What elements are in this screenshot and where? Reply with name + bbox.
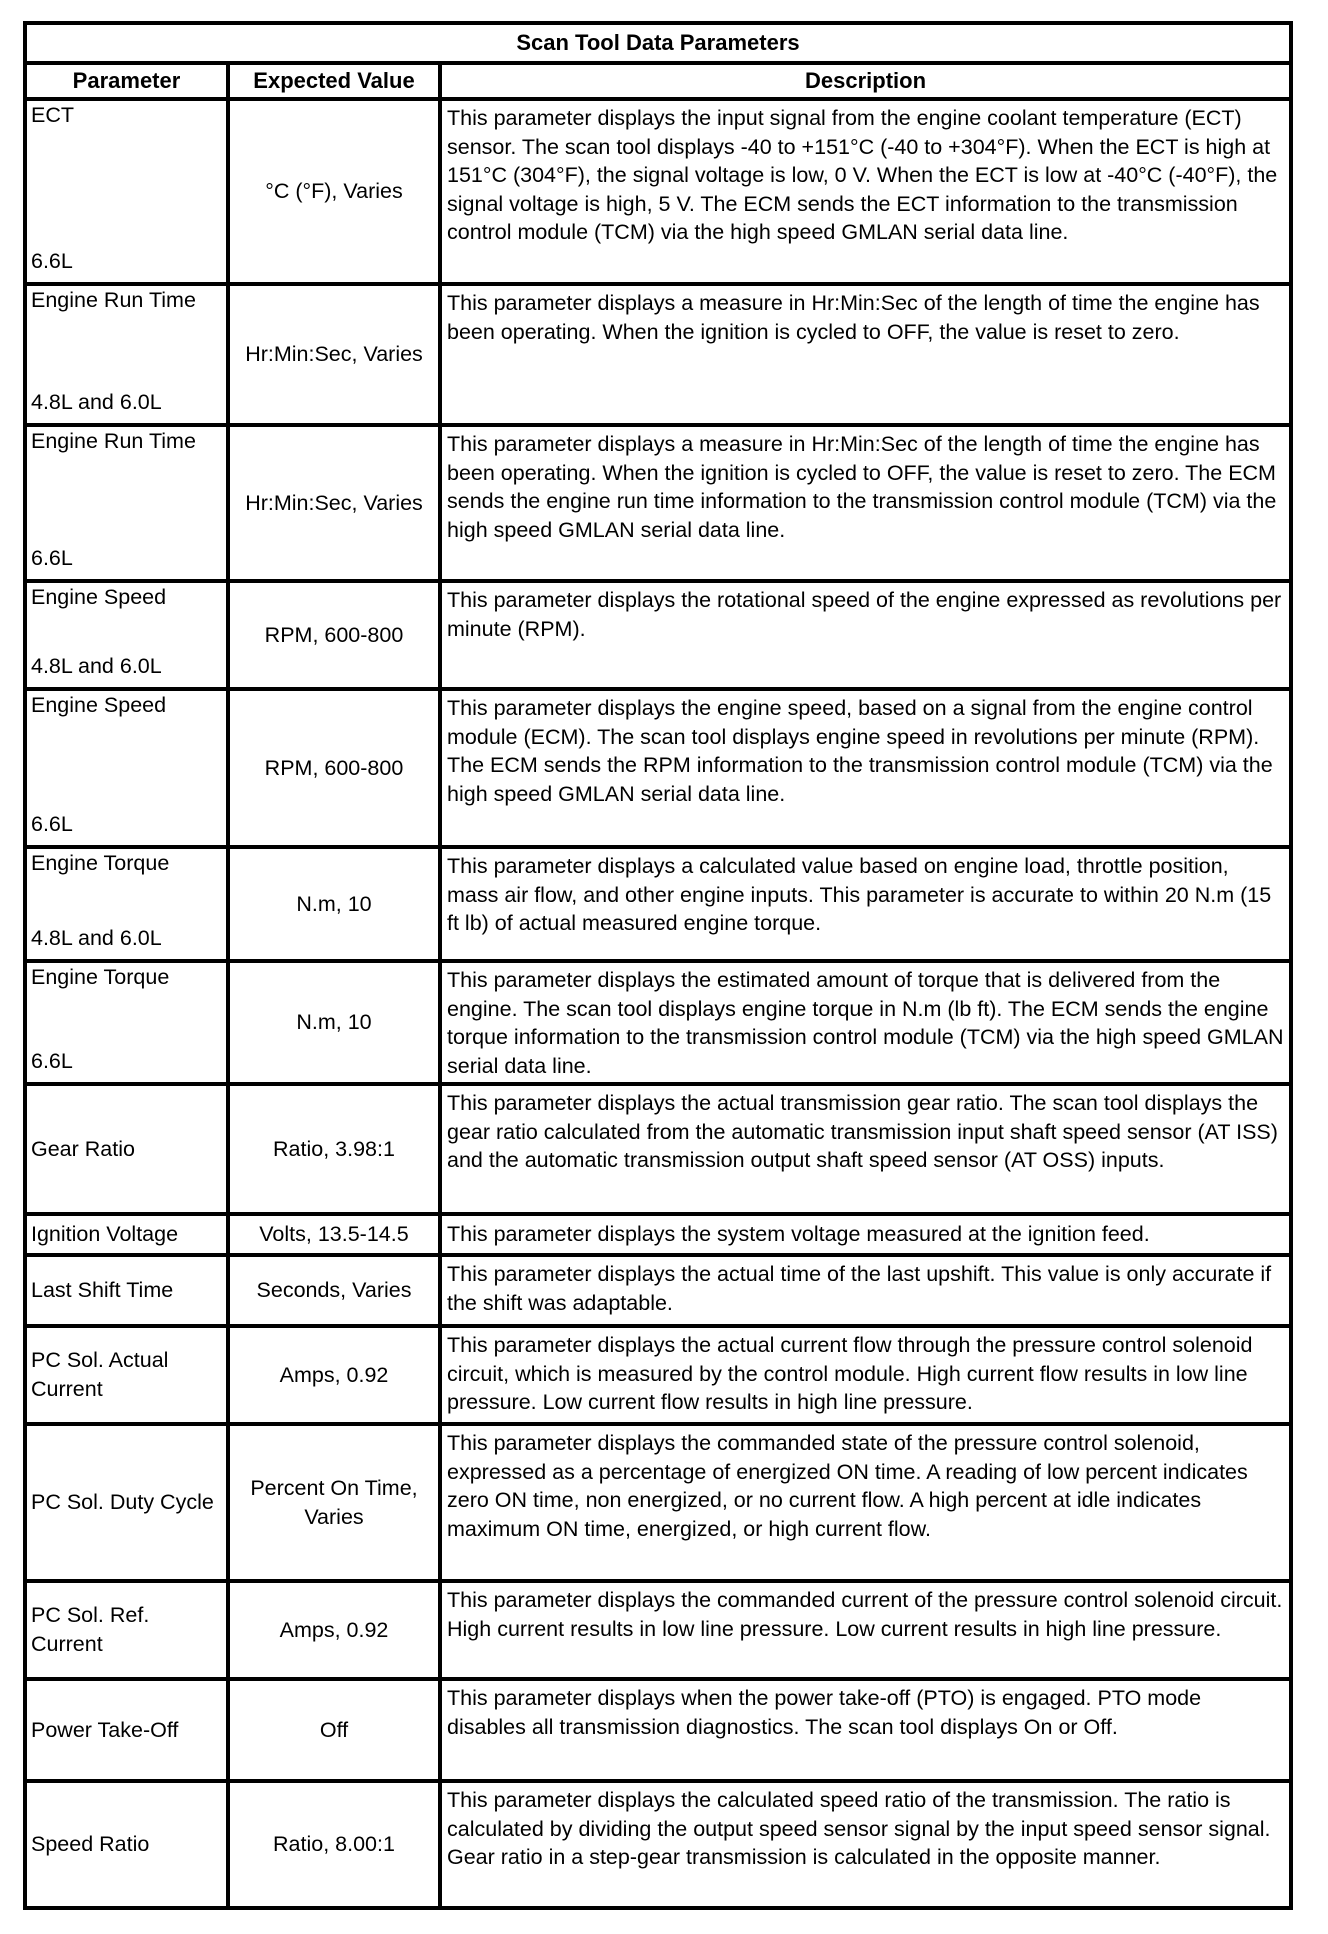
parameter-cell xyxy=(25,1781,228,1908)
column-header-parameter: Parameter xyxy=(25,63,228,99)
table-row xyxy=(25,961,1291,1084)
expected-value-cell: Amps, 0.92 xyxy=(228,1326,440,1424)
parameter-name: Gear Ratio xyxy=(31,1136,135,1161)
table-row xyxy=(25,1084,1291,1214)
description-cell: This parameter displays the calculated speed ratio of the transmission. The ratio is calculated by dividing the output speed sensor signal by the input speed sensor signal. Gear ratio in a step-gear transmission is calculated in the opposite manner. xyxy=(440,1781,1291,1908)
parameter-name: PC Sol. Actual Current xyxy=(31,1348,169,1401)
description-cell: This parameter displays the rotational speed of the engine expressed as revolutions per minute (RPM). xyxy=(440,581,1291,689)
description-cell: This parameter displays when the power take-off (PTO) is engaged. PTO mode disables all transmission diagnostics. The scan tool displays On or Off. xyxy=(440,1679,1291,1781)
table-body xyxy=(25,99,1291,1908)
scan-tool-data-table xyxy=(23,21,1293,1910)
parameter-cell xyxy=(25,99,228,284)
parameter-cell xyxy=(25,284,228,425)
parameter-engine-variant: 4.8L and 6.0L xyxy=(31,390,162,415)
table-row xyxy=(25,1214,1291,1255)
table-row xyxy=(25,284,1291,425)
description-cell: This parameter displays a measure in Hr:Min:Sec of the length of time the engine has been operating. When the ignition is cycled to OFF, the value is reset to zero. The ECM sends the engine run time information to the transmission control module (TCM) via the high speed GMLAN serial data line. xyxy=(440,425,1291,581)
parameter-engine-variant: 6.6L xyxy=(31,812,73,837)
parameter-cell xyxy=(25,689,228,847)
table-row xyxy=(25,1424,1291,1581)
parameter-name: Ignition Voltage xyxy=(31,1222,179,1247)
table-row xyxy=(25,1255,1291,1326)
parameter-engine-variant: 6.6L xyxy=(31,546,73,571)
expected-value-cell: Ratio, 8.00:1 xyxy=(228,1781,440,1908)
parameter-name: Engine Torque xyxy=(31,851,170,875)
table-row xyxy=(25,1326,1291,1424)
table-row xyxy=(25,689,1291,847)
expected-value-cell: Hr:Min:Sec, Varies xyxy=(228,425,440,581)
parameter-cell xyxy=(25,847,228,961)
description-cell: This parameter displays the system voltage measured at the ignition feed. xyxy=(440,1214,1291,1255)
expected-value-cell: °C (°F), Varies xyxy=(228,99,440,284)
parameter-engine-variant: 4.8L and 6.0L xyxy=(31,926,162,951)
description-cell: This parameter displays the actual current flow through the pressure control solenoid circuit, which is measured by the control module. High current flow results in low line pressure. Low current flow results in high line pressure. xyxy=(440,1326,1291,1424)
parameter-cell xyxy=(25,1581,228,1679)
table-row xyxy=(25,847,1291,961)
table-row xyxy=(25,581,1291,689)
parameter-name: Power Take-Off xyxy=(31,1717,179,1742)
table-row xyxy=(25,1581,1291,1679)
expected-value-cell: Off xyxy=(228,1679,440,1781)
column-header-expected-value: Expected Value xyxy=(228,63,440,99)
table-row xyxy=(25,425,1291,581)
parameter-name: Speed Ratio xyxy=(31,1832,150,1857)
parameter-cell xyxy=(25,1326,228,1424)
table-row xyxy=(25,99,1291,284)
parameter-name: ECT xyxy=(31,103,74,127)
parameter-cell xyxy=(25,1424,228,1581)
description-cell: This parameter displays a calculated value based on engine load, throttle position, mass air flow, and other engine inputs. This parameter is accurate to within 20 N.m (15 ft lb) of actual measured engine torque. xyxy=(440,847,1291,961)
expected-value-cell: RPM, 600-800 xyxy=(228,581,440,689)
parameter-name: Engine Run Time xyxy=(31,288,196,312)
column-header-description: Description xyxy=(440,63,1291,99)
description-cell: This parameter displays the engine speed, based on a signal from the engine control module (ECM). The scan tool displays engine speed in revolutions per minute (RPM). The ECM sends the RPM information to the transmission control module (TCM) via the high speed GMLAN serial data line. xyxy=(440,689,1291,847)
description-cell: This parameter displays the actual transmission gear ratio. The scan tool displays the gear ratio calculated from the automatic transmission input shaft speed sensor (AT ISS) and the automatic transmission output shaft speed sensor (AT OSS) inputs. xyxy=(440,1084,1291,1214)
parameter-name: Engine Torque xyxy=(31,965,170,989)
expected-value-cell: Percent On Time, Varies xyxy=(228,1424,440,1581)
expected-value-cell: Ratio, 3.98:1 xyxy=(228,1084,440,1214)
description-cell: This parameter displays a measure in Hr:Min:Sec of the length of time the engine has been operating. When the ignition is cycled to OFF, the value is reset to zero. xyxy=(440,284,1291,425)
parameter-name: Engine Run Time xyxy=(31,429,196,453)
parameter-name: PC Sol. Ref. Current xyxy=(31,1603,150,1656)
table-row xyxy=(25,1679,1291,1781)
description-cell: This parameter displays the input signal from the engine coolant temperature (ECT) sensor. The scan tool displays -40 to +151°C (-40 to +304°F). When the ECT is high at 151°C (304°F), the signal voltage is low, 0 V. When the ECT is low at -40°C (-40°F), the signal voltage is high, 5 V. The ECM sends the ECT information to the transmission control module (TCM) via the high speed GMLAN serial data line. xyxy=(440,99,1291,284)
parameter-engine-variant: 4.8L and 6.0L xyxy=(31,654,162,679)
expected-value-cell: N.m, 10 xyxy=(228,847,440,961)
parameter-engine-variant: 6.6L xyxy=(31,1049,73,1074)
description-cell: This parameter displays the actual time of the last upshift. This value is only accurate if the shift was adaptable. xyxy=(440,1255,1291,1326)
parameter-cell xyxy=(25,1255,228,1326)
table-title: Scan Tool Data Parameters xyxy=(25,23,1291,63)
description-cell: This parameter displays the estimated amount of torque that is delivered from the engine. The scan tool displays engine torque in N.m (lb ft). The ECM sends the engine torque information to the transmission control module (TCM) via the high speed GMLAN serial data line. xyxy=(440,961,1291,1084)
expected-value-cell: Amps, 0.92 xyxy=(228,1581,440,1679)
description-cell: This parameter displays the commanded state of the pressure control solenoid, expressed as a percentage of energized ON time. A reading of low percent indicates zero ON time, non energized, or no current flow. A high percent at idle indicates maximum ON time, energized, or high current flow. xyxy=(440,1424,1291,1581)
parameter-cell xyxy=(25,581,228,689)
parameter-cell xyxy=(25,1214,228,1255)
parameter-cell xyxy=(25,1084,228,1214)
expected-value-cell: Volts, 13.5-14.5 xyxy=(228,1214,440,1255)
parameter-name: Engine Speed xyxy=(31,585,167,609)
parameter-name: PC Sol. Duty Cycle xyxy=(31,1490,214,1515)
parameter-name: Last Shift Time xyxy=(31,1278,174,1303)
parameter-name: Engine Speed xyxy=(31,693,167,717)
parameter-engine-variant: 6.6L xyxy=(31,249,73,274)
parameter-cell xyxy=(25,425,228,581)
parameter-cell xyxy=(25,961,228,1084)
description-cell: This parameter displays the commanded current of the pressure control solenoid circuit. High current results in low line pressure. Low current results in high line pressure. xyxy=(440,1581,1291,1679)
expected-value-cell: Hr:Min:Sec, Varies xyxy=(228,284,440,425)
table-row xyxy=(25,1781,1291,1908)
parameter-cell xyxy=(25,1679,228,1781)
expected-value-cell: RPM, 600-800 xyxy=(228,689,440,847)
expected-value-cell: Seconds, Varies xyxy=(228,1255,440,1326)
expected-value-cell: N.m, 10 xyxy=(228,961,440,1084)
